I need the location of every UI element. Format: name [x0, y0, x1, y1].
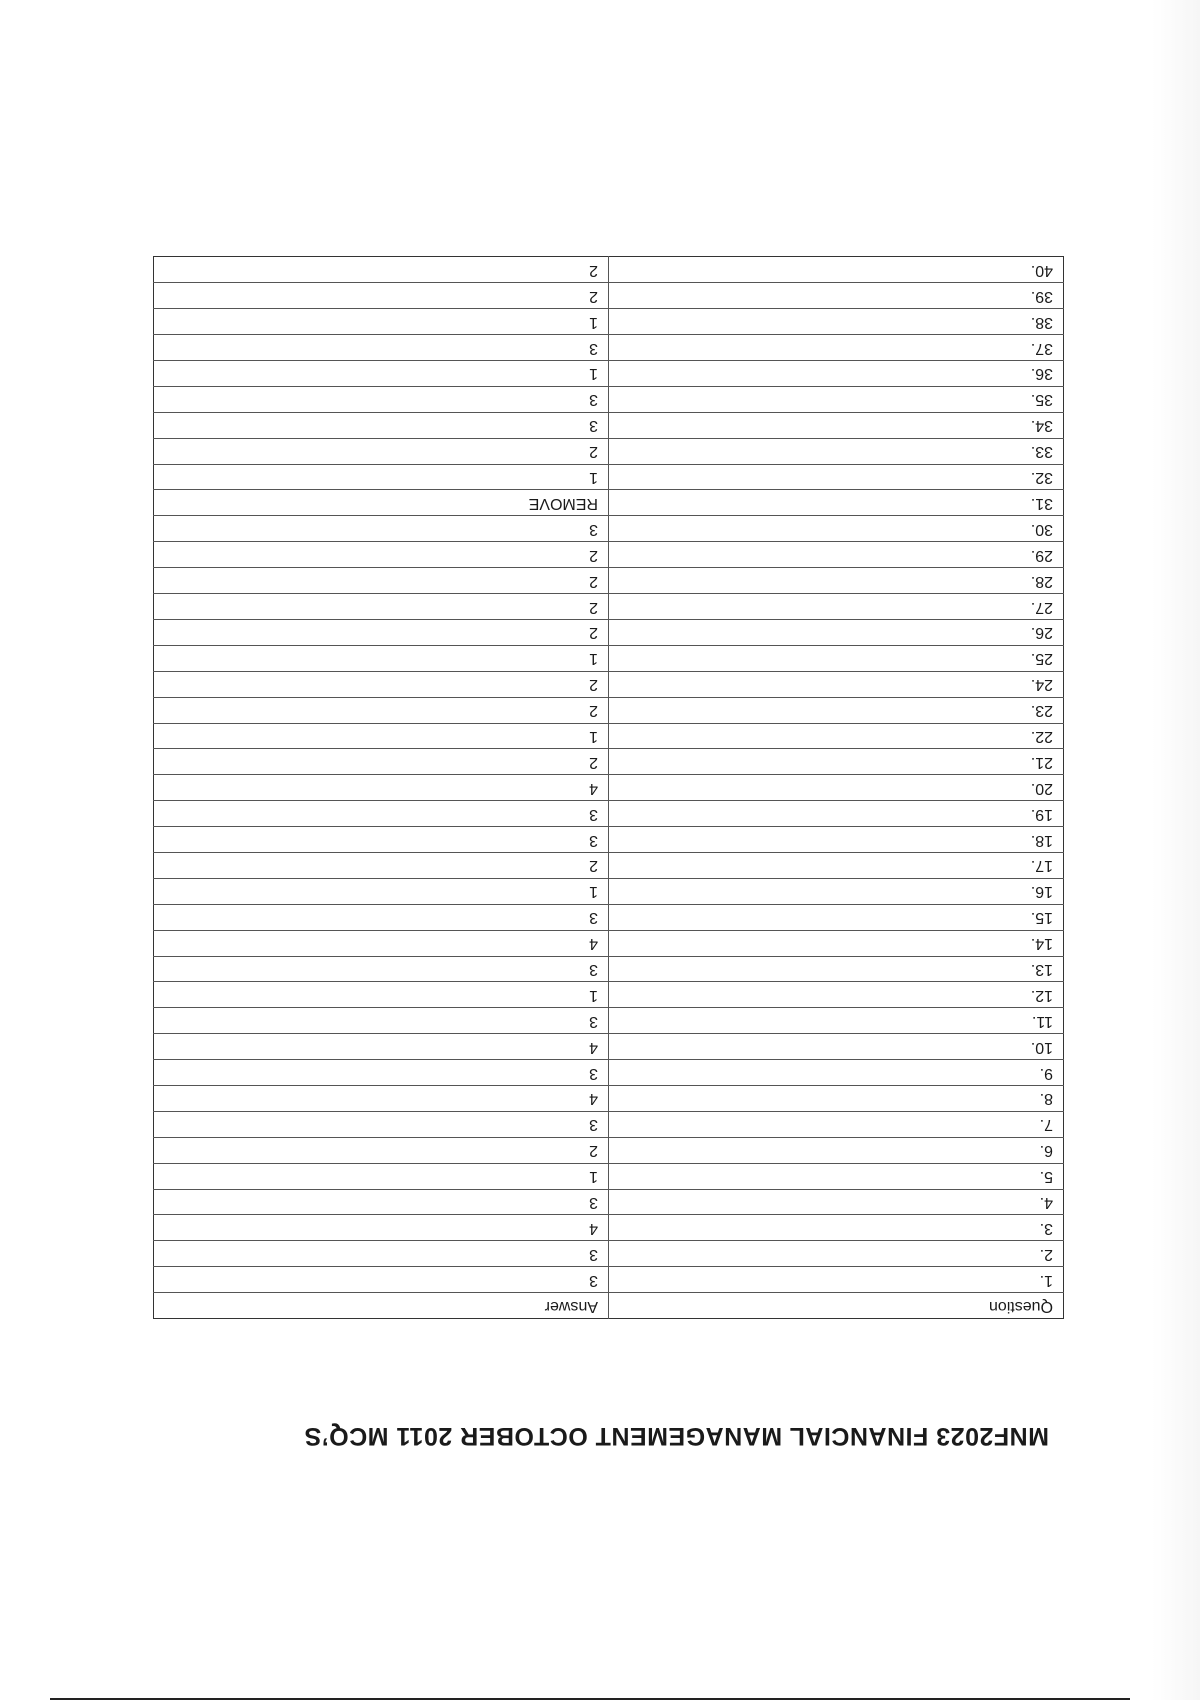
- answer-cell: 4: [154, 775, 609, 801]
- table-row: [154, 930, 1064, 956]
- question-number-cell: 9.: [609, 1060, 1064, 1086]
- answer-cell: 3: [154, 827, 609, 853]
- question-number-cell: 12.: [609, 982, 1064, 1008]
- answer-cell: 3: [154, 1241, 609, 1267]
- table-row: [154, 1085, 1064, 1111]
- table-row: [154, 1241, 1064, 1267]
- answer-cell: 2: [154, 568, 609, 594]
- table-row: [154, 982, 1064, 1008]
- table-row: [154, 257, 1064, 283]
- answer-cell: 2: [154, 594, 609, 620]
- table-row: [154, 671, 1064, 697]
- question-number-cell: 29.: [609, 542, 1064, 568]
- table-row: [154, 1034, 1064, 1060]
- table-row: [154, 1163, 1064, 1189]
- answer-cell: 2: [154, 257, 609, 283]
- question-number-cell: 20.: [609, 775, 1064, 801]
- answer-cell: 3: [154, 516, 609, 542]
- answer-cell: 3: [154, 1267, 609, 1293]
- question-number-cell: 16.: [609, 878, 1064, 904]
- question-number-cell: 11.: [609, 1008, 1064, 1034]
- question-number-cell: 26.: [609, 619, 1064, 645]
- table-row: [154, 801, 1064, 827]
- answer-cell: 2: [154, 438, 609, 464]
- question-number-cell: 18.: [609, 827, 1064, 853]
- table-row: [154, 361, 1064, 387]
- table-header-row: [154, 1293, 1064, 1319]
- table-row: [154, 723, 1064, 749]
- answer-cell: 1: [154, 464, 609, 490]
- question-number-cell: 15.: [609, 904, 1064, 930]
- question-number-cell: 32.: [609, 464, 1064, 490]
- scan-edge-shadow: [1152, 0, 1200, 1700]
- question-number-cell: 31.: [609, 490, 1064, 516]
- question-number-cell: 37.: [609, 335, 1064, 361]
- question-number-cell: 3.: [609, 1215, 1064, 1241]
- question-number-cell: 4.: [609, 1189, 1064, 1215]
- question-number-cell: 8.: [609, 1085, 1064, 1111]
- answer-cell: 2: [154, 749, 609, 775]
- table-row: [154, 645, 1064, 671]
- answer-cell: 1: [154, 723, 609, 749]
- answer-cell: 1: [154, 982, 609, 1008]
- table-row: [154, 335, 1064, 361]
- question-number-cell: 39.: [609, 283, 1064, 309]
- table-row: [154, 438, 1064, 464]
- answer-cell: 1: [154, 309, 609, 335]
- question-number-cell: 25.: [609, 645, 1064, 671]
- answer-cell: 2: [154, 852, 609, 878]
- question-number-cell: 38.: [609, 309, 1064, 335]
- question-number-cell: 6.: [609, 1137, 1064, 1163]
- question-number-cell: 14.: [609, 930, 1064, 956]
- answer-cell: 3: [154, 1008, 609, 1034]
- answer-cell: 3: [154, 956, 609, 982]
- answer-cell: 3: [154, 1189, 609, 1215]
- table-row: [154, 464, 1064, 490]
- question-number-cell: 28.: [609, 568, 1064, 594]
- answer-cell: 1: [154, 878, 609, 904]
- answer-cell: 2: [154, 619, 609, 645]
- table-row: [154, 904, 1064, 930]
- document-title: MNF2023 FINANCIAL MANAGEMENT OCTOBER 2011 MCQ’S: [304, 1422, 1049, 1450]
- table-row: [154, 386, 1064, 412]
- answer-cell: 3: [154, 1111, 609, 1137]
- answer-cell: 3: [154, 1060, 609, 1086]
- answer-cell: REMOVE: [154, 490, 609, 516]
- table-row: [154, 516, 1064, 542]
- question-number-cell: 1.: [609, 1267, 1064, 1293]
- question-number-cell: 13.: [609, 956, 1064, 982]
- question-number-cell: 5.: [609, 1163, 1064, 1189]
- answer-cell: 2: [154, 283, 609, 309]
- question-number-cell: 35.: [609, 386, 1064, 412]
- answer-cell: 4: [154, 1034, 609, 1060]
- table-row: [154, 283, 1064, 309]
- table-row: [154, 568, 1064, 594]
- table-row: [154, 619, 1064, 645]
- table-row: [154, 490, 1064, 516]
- table-row: [154, 775, 1064, 801]
- question-number-cell: 34.: [609, 412, 1064, 438]
- question-number-cell: 7.: [609, 1111, 1064, 1137]
- question-number-cell: 22.: [609, 723, 1064, 749]
- answer-cell: 4: [154, 930, 609, 956]
- question-number-cell: 2.: [609, 1241, 1064, 1267]
- answer-cell: 2: [154, 671, 609, 697]
- question-number-cell: 36.: [609, 361, 1064, 387]
- answer-cell: 3: [154, 801, 609, 827]
- table-row: [154, 749, 1064, 775]
- answer-cell: 4: [154, 1085, 609, 1111]
- question-number-cell: 24.: [609, 671, 1064, 697]
- question-number-cell: 27.: [609, 594, 1064, 620]
- question-number-cell: 19.: [609, 801, 1064, 827]
- answer-cell: 3: [154, 412, 609, 438]
- answer-cell: 2: [154, 542, 609, 568]
- question-number-cell: 40.: [609, 257, 1064, 283]
- answer-cell: 4: [154, 1215, 609, 1241]
- question-column-header: Question: [609, 1293, 1064, 1319]
- answer-cell: 3: [154, 904, 609, 930]
- table-row: [154, 697, 1064, 723]
- table-row: [154, 542, 1064, 568]
- question-number-cell: 21.: [609, 749, 1064, 775]
- answer-cell: 2: [154, 1137, 609, 1163]
- answer-cell: 3: [154, 386, 609, 412]
- table-row: [154, 412, 1064, 438]
- table-row: [154, 956, 1064, 982]
- table-row: [154, 1189, 1064, 1215]
- answer-table: [153, 256, 1064, 1319]
- table-row: [154, 1137, 1064, 1163]
- table-row: [154, 827, 1064, 853]
- answer-cell: 1: [154, 361, 609, 387]
- answer-column-header: Answer: [544, 1297, 598, 1315]
- answer-cell: 3: [154, 335, 609, 361]
- table-row: [154, 309, 1064, 335]
- table-row: [154, 594, 1064, 620]
- table-row: [154, 1267, 1064, 1293]
- question-number-cell: 33.: [609, 438, 1064, 464]
- question-number-cell: 23.: [609, 697, 1064, 723]
- table-row: [154, 1008, 1064, 1034]
- question-number-cell: 30.: [609, 516, 1064, 542]
- answer-cell: 1: [154, 1163, 609, 1189]
- table-row: [154, 852, 1064, 878]
- question-number-cell: 17.: [609, 852, 1064, 878]
- question-number-cell: 10.: [609, 1034, 1064, 1060]
- answer-cell: 1: [154, 645, 609, 671]
- table-row: [154, 1060, 1064, 1086]
- table-row: [154, 1111, 1064, 1137]
- table-row: [154, 1215, 1064, 1241]
- answer-cell: 2: [154, 697, 609, 723]
- table-row: [154, 878, 1064, 904]
